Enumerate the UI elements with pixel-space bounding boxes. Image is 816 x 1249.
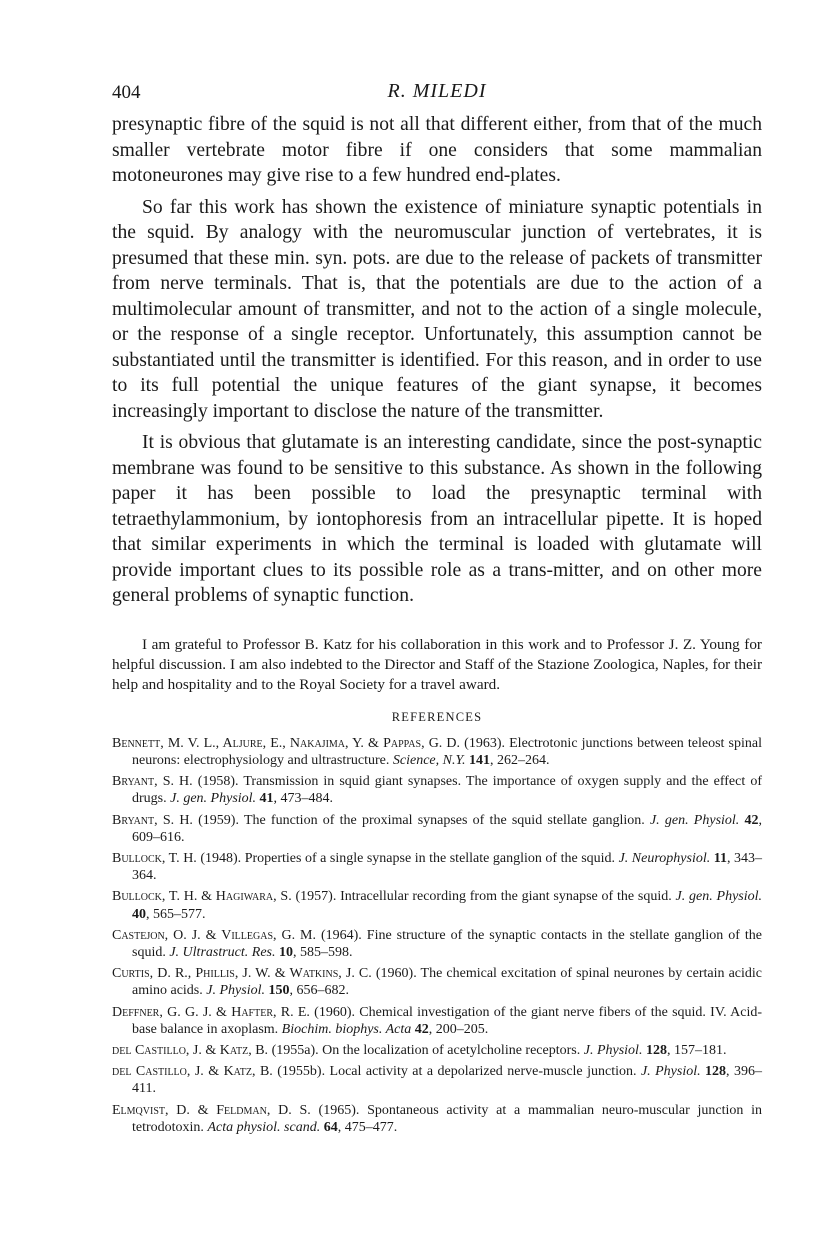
reference-authors: Bullock, T. H. & Hagiwara, S. bbox=[112, 889, 292, 905]
reference-journal: J. gen. Physiol. bbox=[675, 889, 763, 905]
reference-volume: 42 bbox=[411, 1021, 429, 1037]
reference-journal: J. Physiol. bbox=[206, 983, 265, 999]
reference-item bbox=[112, 812, 762, 846]
reference-title: Fine structure of the synaptic contacts in the stellate ganglion of the squid. bbox=[132, 927, 762, 960]
reference-year: (1958). bbox=[192, 774, 244, 790]
reference-volume: 42 bbox=[739, 812, 759, 828]
reference-volume: 41 bbox=[256, 791, 274, 807]
reference-year: (1948). bbox=[196, 850, 245, 866]
reference-item bbox=[112, 1004, 762, 1038]
reference-journal: J. gen. Physiol. bbox=[649, 812, 740, 828]
reference-authors: Deffner, G. G. J. & Hafter, R. E. bbox=[112, 1004, 310, 1020]
reference-volume: 128 bbox=[642, 1042, 667, 1058]
reference-authors: Elmqvist, D. & Feldman, D. S. bbox=[112, 1102, 311, 1118]
reference-pages: , 656–682. bbox=[289, 983, 349, 999]
reference-year: (1965). bbox=[310, 1102, 368, 1118]
paragraph-glutamate: It is obvious that glutamate is an interesting candidate, since the post-synaptic membrane was found to be sensitive to this substance. As shown in the following paper it has been possible to load the presynaptic terminal with tetraethylammonium, by iontophoresis from an intracellular pipette. It is hoped that similar experiments in which the terminal is loaded with glutamate will provide important clues to its possible role as a trans-mitter, and on other more general problems of synaptic function. bbox=[112, 432, 762, 606]
reference-title: Intracellular recording from the giant synapse of the squid. bbox=[340, 889, 676, 905]
reference-pages: , 609–616. bbox=[132, 812, 763, 845]
reference-year: (1964). bbox=[316, 927, 367, 943]
running-head-author: R. MILEDI bbox=[387, 80, 487, 102]
reference-pages: , 565–577. bbox=[146, 906, 206, 922]
reference-pages: , 396–411. bbox=[132, 1064, 762, 1097]
reference-item bbox=[112, 1102, 762, 1136]
reference-pages: , 200–205. bbox=[428, 1021, 489, 1037]
reference-authors: del Castillo, J. & Katz, B. bbox=[112, 1042, 269, 1058]
reference-item bbox=[112, 888, 762, 922]
reference-year: (1960). bbox=[371, 966, 421, 982]
reference-journal: J. Ultrastruct. Res. bbox=[169, 944, 276, 960]
paragraph-min-syn-pots: So far this work has shown the existence of miniature synaptic potentials in the squid. By analogy with the neuromuscular junction of vertebrates, it is presumed that these min. syn. pots. are due to the release of packets of transmitter from nerve terminals. That is, that the potentials are due to the action of a multimolecular amount of transmitter, and not to the action of a single molecule, or the response of a single receptor. Unfortunately, this assumption cannot be substantiated until the transmitter is identified. For this reason, and in order to use to its full potential the unique features of the giant synapse, it becomes increasingly important to disclose the nature of the transmitter. bbox=[112, 196, 762, 422]
reference-title: Properties of a single synapse in the stellate ganglion of the squid. bbox=[244, 850, 619, 866]
reference-journal: J. gen. Physiol. bbox=[170, 791, 257, 807]
reference-authors: Bennett, M. V. L., Aljure, E., Nakajima, Y. & Pappas, G. D. bbox=[112, 735, 461, 751]
reference-pages: , 585–598. bbox=[293, 944, 353, 960]
acknowledgement: I am grateful to Professor B. Katz for his collaboration in this work and to Professor J. Z. Young for helpful discussion. I am also indebted to the Director and Staff of the Stazione Zoologica, Naples, for their help and hospitality and to the Royal Society for a travel award. bbox=[112, 635, 762, 693]
reference-volume: 150 bbox=[264, 983, 290, 999]
reference-title: On the localization of acetylcholine receptors. bbox=[322, 1042, 584, 1058]
reference-authors: Bryant, S. H. bbox=[112, 774, 193, 790]
reference-item bbox=[112, 927, 762, 961]
reference-volume: 141 bbox=[465, 752, 490, 768]
reference-volume: 64 bbox=[320, 1119, 338, 1135]
reference-year: (1955b). bbox=[272, 1064, 330, 1080]
reference-item bbox=[112, 735, 762, 769]
reference-pages: , 473–484. bbox=[273, 791, 334, 807]
running-head bbox=[112, 78, 762, 106]
page bbox=[112, 78, 762, 1140]
reference-authors: Castejon, O. J. & Villegas, G. M. bbox=[112, 927, 317, 943]
reference-item bbox=[112, 1042, 762, 1059]
reference-year: (1957). bbox=[291, 889, 341, 905]
reference-year: (1959). bbox=[192, 812, 244, 828]
reference-journal: Science, N.Y. bbox=[392, 752, 466, 768]
reference-pages: , 157–181. bbox=[666, 1042, 727, 1058]
reference-pages: , 343–364. bbox=[132, 850, 763, 884]
reference-volume: 128 bbox=[700, 1064, 727, 1080]
reference-journal: J. Physiol. bbox=[640, 1064, 701, 1080]
reference-volume: 10 bbox=[275, 944, 293, 960]
reference-authors: del Castillo, J. & Katz, B. bbox=[112, 1064, 273, 1080]
reference-year: (1963). bbox=[460, 735, 510, 751]
references-list bbox=[112, 735, 762, 1136]
reference-year: (1960). bbox=[309, 1004, 360, 1020]
reference-item bbox=[112, 965, 762, 999]
reference-title: The chemical excitation of spinal neurones by certain acidic amino acids. bbox=[132, 966, 762, 999]
reference-title: Transmission in squid giant synapses. The importance of oxygen supply and the effect of drugs. bbox=[132, 774, 762, 807]
reference-journal: J. Neurophysiol. bbox=[618, 850, 711, 866]
reference-item bbox=[112, 773, 762, 807]
references-heading: REFERENCES bbox=[391, 709, 483, 724]
reference-journal: Acta physiol. scand. bbox=[207, 1119, 321, 1135]
reference-pages: , 262–264. bbox=[489, 752, 550, 768]
reference-year: (1955a). bbox=[268, 1042, 323, 1058]
reference-volume: 11 bbox=[710, 850, 727, 866]
reference-title: Electrotonic junctions between teleost spinal neurons: electrophysiology and ultrastructure. bbox=[132, 735, 762, 768]
reference-authors: Bryant, S. H. bbox=[112, 812, 193, 828]
reference-journal: Biochim. biophys. Acta bbox=[281, 1021, 412, 1037]
reference-title: Chemical investigation of the giant nerve fibers of the squid. IV. Acid-base balance in axoplasm. bbox=[132, 1004, 763, 1037]
body-text bbox=[112, 112, 762, 609]
reference-title: The function of the proximal synapses of the squid stellate ganglion. bbox=[243, 812, 650, 828]
reference-volume: 40 bbox=[132, 906, 146, 922]
reference-authors: Bullock, T. H. bbox=[112, 850, 197, 866]
reference-pages: , 475–477. bbox=[337, 1119, 398, 1135]
reference-title: Spontaneous activity at a mammalian neuro-muscular junction in tetrodotoxin. bbox=[132, 1102, 763, 1135]
paragraph-continuation: presynaptic fibre of the squid is not all that different either, from that of the much smaller vertebrate motor fibre if one considers that some mammalian motoneurones may give rise to a few hundred end-plates. bbox=[112, 114, 762, 186]
page-number: 404 bbox=[112, 82, 141, 103]
reference-journal: J. Physiol. bbox=[583, 1042, 643, 1058]
reference-item bbox=[112, 850, 762, 884]
reference-item bbox=[112, 1063, 762, 1097]
reference-title: Local activity at a depolarized nerve-muscle junction. bbox=[329, 1064, 641, 1080]
reference-authors: Curtis, D. R., Phillis, J. W. & Watkins, J. C. bbox=[112, 966, 372, 982]
